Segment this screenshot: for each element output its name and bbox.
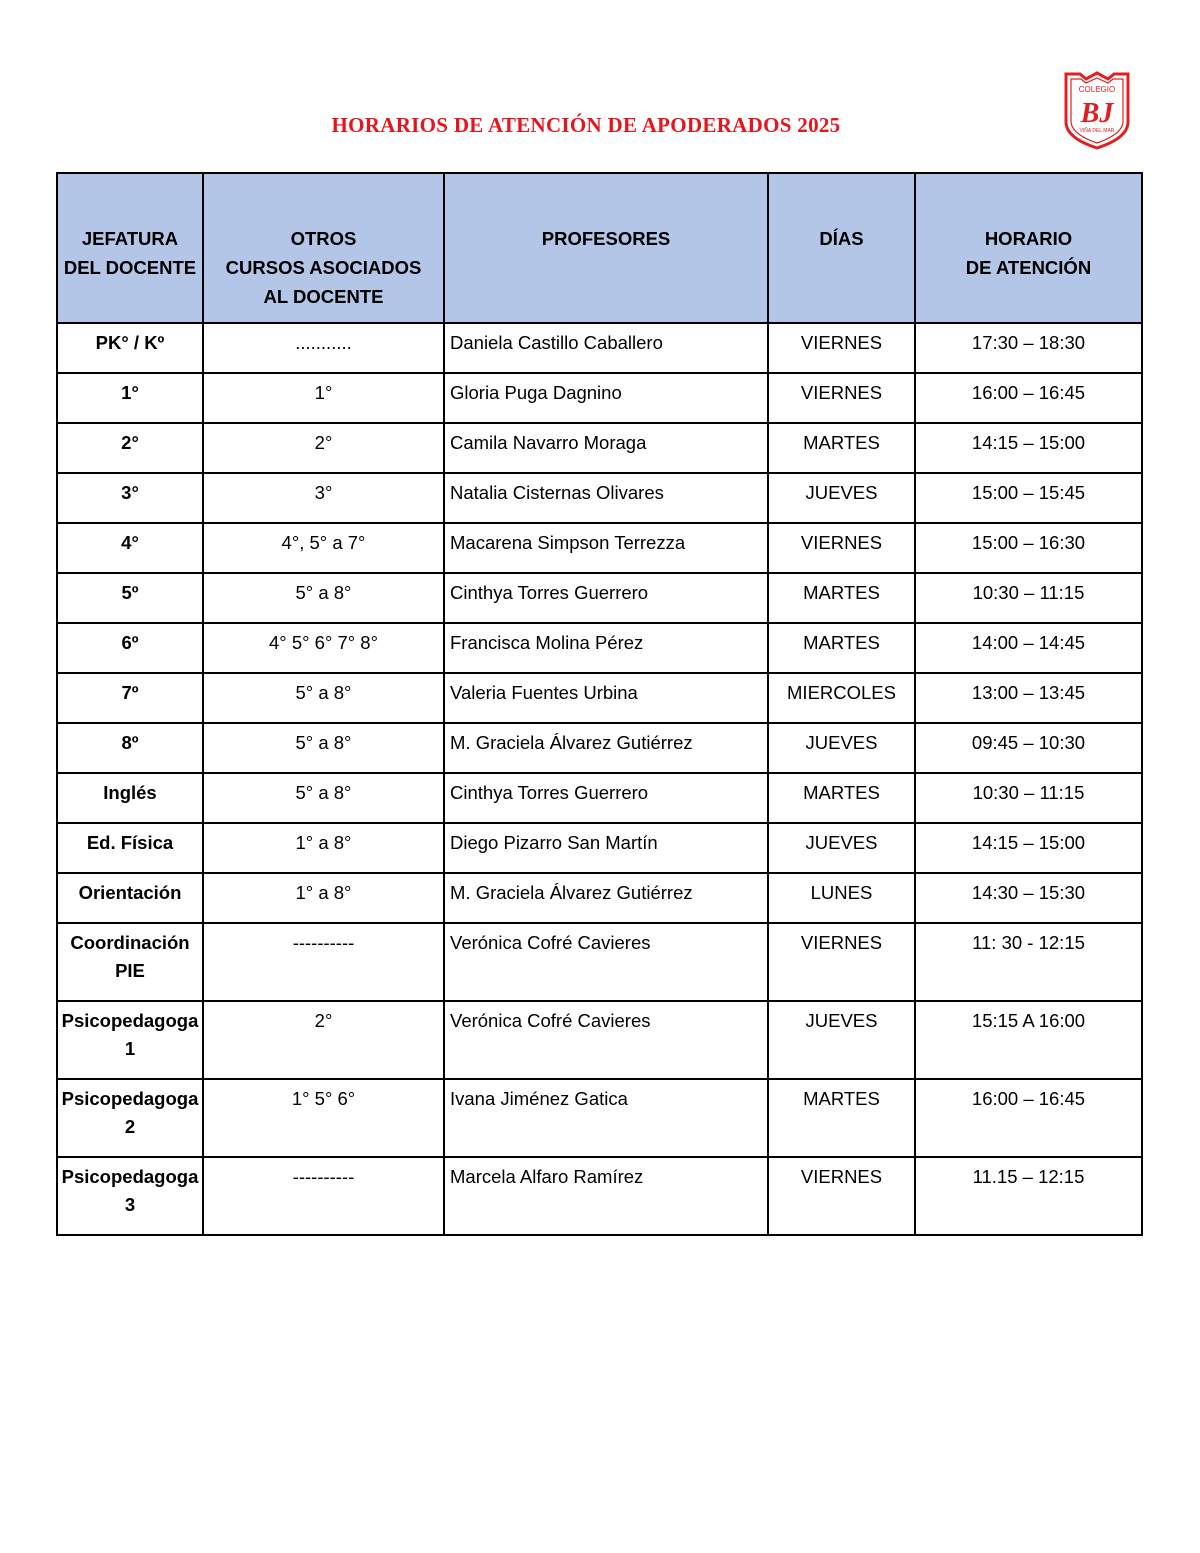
cell-dia: VIERNES — [768, 373, 915, 423]
table-row — [57, 623, 1142, 673]
cell-profesor: Macarena Simpson Terrezza — [444, 523, 768, 573]
cell-horario: 11.15 – 12:15 — [915, 1157, 1142, 1235]
cell-otros-cursos: ---------- — [203, 1157, 444, 1235]
cell-otros-cursos: 1° — [203, 373, 444, 423]
cell-profesor: M. Graciela Álvarez Gutiérrez — [444, 873, 768, 923]
cell-jefatura: Ed. Física — [57, 823, 203, 873]
table-row — [57, 773, 1142, 823]
cell-jefatura: Inglés — [57, 773, 203, 823]
page-title: HORARIOS DE ATENCIÓN DE APODERADOS 2025 — [331, 113, 841, 137]
cell-horario: 10:30 – 11:15 — [915, 773, 1142, 823]
cell-jefatura: 1° — [57, 373, 203, 423]
table-row — [57, 523, 1142, 573]
cell-profesor: Ivana Jiménez Gatica — [444, 1079, 768, 1157]
cell-dia: MARTES — [768, 423, 915, 473]
header-profesores: PROFESORES — [444, 173, 768, 323]
school-crest-icon — [1062, 70, 1132, 150]
cell-dia: MARTES — [768, 623, 915, 673]
logo-monogram: BJ — [1080, 98, 1114, 129]
cell-horario: 15:00 – 16:30 — [915, 523, 1142, 573]
cell-otros-cursos: 1° a 8° — [203, 823, 444, 873]
cell-dia: JUEVES — [768, 1001, 915, 1079]
school-logo — [1062, 70, 1132, 150]
cell-jefatura: Coordinación PIE — [57, 923, 203, 1001]
cell-horario: 14:15 – 15:00 — [915, 423, 1142, 473]
cell-profesor: Marcela Alfaro Ramírez — [444, 1157, 768, 1235]
cell-profesor: M. Graciela Álvarez Gutiérrez — [444, 723, 768, 773]
table-row — [57, 923, 1142, 1001]
cell-otros-cursos: ---------- — [203, 923, 444, 1001]
table-row — [57, 573, 1142, 623]
cell-jefatura: 5º — [57, 573, 203, 623]
cell-jefatura: Psicopedagoga 3 — [57, 1157, 203, 1235]
table-header-row — [57, 173, 1142, 323]
logo-top-text: COLEGIO — [1078, 85, 1116, 94]
cell-otros-cursos: 2° — [203, 423, 444, 473]
cell-horario: 14:30 – 15:30 — [915, 873, 1142, 923]
cell-profesor: Francisca Molina Pérez — [444, 623, 768, 673]
cell-horario: 16:00 – 16:45 — [915, 373, 1142, 423]
header-otros-cursos: OTROS CURSOS ASOCIADOS AL DOCENTE — [203, 173, 444, 323]
cell-otros-cursos: 5° a 8° — [203, 773, 444, 823]
cell-horario: 15:00 – 15:45 — [915, 473, 1142, 523]
cell-jefatura: Orientación — [57, 873, 203, 923]
cell-horario: 15:15 A 16:00 — [915, 1001, 1142, 1079]
cell-dia: JUEVES — [768, 473, 915, 523]
cell-horario: 17:30 – 18:30 — [915, 323, 1142, 373]
cell-horario: 09:45 – 10:30 — [915, 723, 1142, 773]
cell-dia: VIERNES — [768, 323, 915, 373]
table-row — [57, 1157, 1142, 1235]
table-row — [57, 373, 1142, 423]
cell-jefatura: Psicopedagoga 1 — [57, 1001, 203, 1079]
cell-dia: JUEVES — [768, 723, 915, 773]
cell-profesor: Verónica Cofré Cavieres — [444, 923, 768, 1001]
cell-dia: VIERNES — [768, 1157, 915, 1235]
cell-dia: VIERNES — [768, 523, 915, 573]
cell-jefatura: 4° — [57, 523, 203, 573]
cell-profesor: Natalia Cisternas Olivares — [444, 473, 768, 523]
cell-jefatura: 2° — [57, 423, 203, 473]
cell-profesor: Cinthya Torres Guerrero — [444, 573, 768, 623]
table-row — [57, 1001, 1142, 1079]
cell-profesor: Valeria Fuentes Urbina — [444, 673, 768, 723]
cell-dia: MARTES — [768, 773, 915, 823]
cell-horario: 11: 30 - 12:15 — [915, 923, 1142, 1001]
cell-horario: 16:00 – 16:45 — [915, 1079, 1142, 1157]
cell-jefatura: 3° — [57, 473, 203, 523]
table-row — [57, 823, 1142, 873]
table-row — [57, 473, 1142, 523]
cell-otros-cursos: 5° a 8° — [203, 673, 444, 723]
cell-jefatura: 8º — [57, 723, 203, 773]
cell-horario: 10:30 – 11:15 — [915, 573, 1142, 623]
cell-dia: LUNES — [768, 873, 915, 923]
cell-profesor: Verónica Cofré Cavieres — [444, 1001, 768, 1079]
cell-horario: 14:15 – 15:00 — [915, 823, 1142, 873]
table-row — [57, 673, 1142, 723]
cell-dia: MIERCOLES — [768, 673, 915, 723]
cell-jefatura: 7º — [57, 673, 203, 723]
cell-dia: MARTES — [768, 573, 915, 623]
table-row — [57, 323, 1142, 373]
table-row — [57, 723, 1142, 773]
cell-jefatura: 6º — [57, 623, 203, 673]
cell-otros-cursos: 5° a 8° — [203, 723, 444, 773]
cell-dia: MARTES — [768, 1079, 915, 1157]
cell-otros-cursos: 4° 5° 6° 7° 8° — [203, 623, 444, 673]
schedule-table — [56, 172, 1143, 1236]
cell-otros-cursos: 1° 5° 6° — [203, 1079, 444, 1157]
cell-jefatura: PK° / Kº — [57, 323, 203, 373]
cell-otros-cursos: 2° — [203, 1001, 444, 1079]
header-horario: HORARIO DE ATENCIÓN — [915, 173, 1142, 323]
cell-otros-cursos: 1° a 8° — [203, 873, 444, 923]
cell-otros-cursos: 4°, 5° a 7° — [203, 523, 444, 573]
cell-otros-cursos: 3° — [203, 473, 444, 523]
cell-profesor: Camila Navarro Moraga — [444, 423, 768, 473]
header-jefatura: JEFATURA DEL DOCENTE — [57, 173, 203, 323]
cell-horario: 14:00 – 14:45 — [915, 623, 1142, 673]
cell-profesor: Gloria Puga Dagnino — [444, 373, 768, 423]
table-row — [57, 423, 1142, 473]
table-row — [57, 1079, 1142, 1157]
cell-dia: VIERNES — [768, 923, 915, 1001]
table-row — [57, 873, 1142, 923]
cell-horario: 13:00 – 13:45 — [915, 673, 1142, 723]
cell-jefatura: Psicopedagoga 2 — [57, 1079, 203, 1157]
cell-dia: JUEVES — [768, 823, 915, 873]
cell-profesor: Diego Pizarro San Martín — [444, 823, 768, 873]
cell-otros-cursos: ........... — [203, 323, 444, 373]
header-dias: DÍAS — [768, 173, 915, 323]
cell-profesor: Daniela Castillo Caballero — [444, 323, 768, 373]
cell-profesor: Cinthya Torres Guerrero — [444, 773, 768, 823]
logo-bottom-text: VIÑA DEL MAR — [1079, 128, 1115, 134]
cell-otros-cursos: 5° a 8° — [203, 573, 444, 623]
